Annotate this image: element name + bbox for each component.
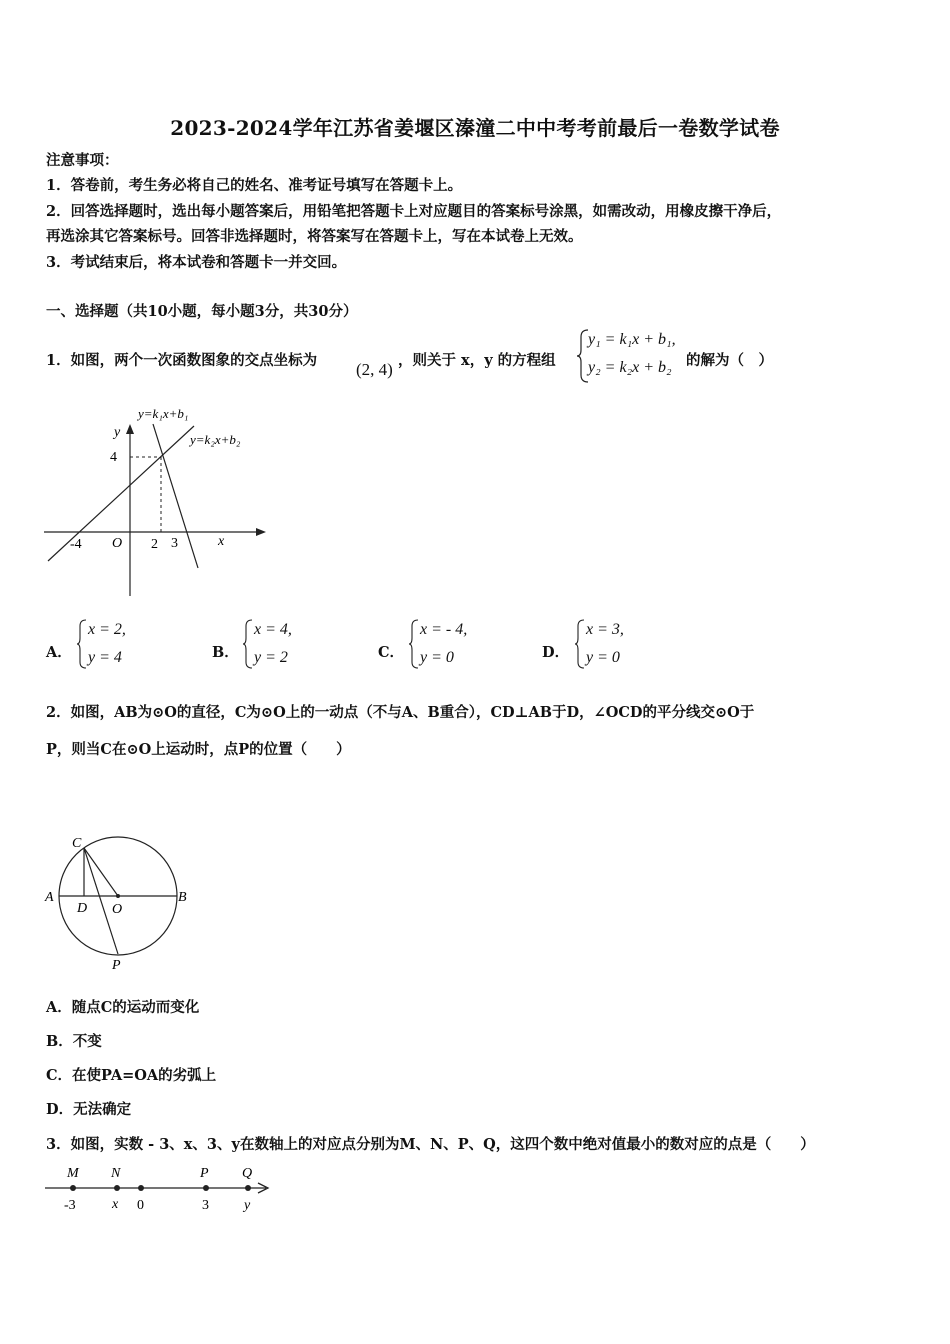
tick-xm4: -4	[70, 537, 82, 552]
page-title: 2023-2024学年江苏省姜堰区溱潼二中中考考前最后一卷数学试卷	[170, 116, 780, 140]
label-d: D	[77, 901, 88, 916]
label-o: O	[112, 902, 123, 917]
q1-point: (2, 4)	[356, 360, 393, 379]
q1-option-d-line1: x = 3,	[586, 621, 624, 638]
value-0: 0	[137, 1198, 144, 1213]
q1-option-a-brace	[76, 618, 88, 670]
q1-option-b-line1: x = 4,	[254, 621, 292, 638]
q1-option-d-brace	[574, 618, 586, 670]
q1-option-c-brace	[408, 618, 420, 670]
x-axis-arrow-icon	[256, 528, 266, 536]
x-axis-label: x	[218, 534, 225, 549]
q2-option-b: B．不变	[46, 1033, 102, 1050]
q1-option-c-letter: C．	[378, 644, 405, 661]
origin-label: O	[112, 536, 123, 551]
q1-option-b-line2: y = 2	[254, 649, 288, 666]
q1-option-d-letter: D．	[542, 644, 570, 661]
label-q: Q	[242, 1166, 253, 1181]
value-x: x	[112, 1197, 119, 1212]
notice-item-3: 3．考试结束后，将本试卷和答题卡一并交回。	[46, 254, 347, 271]
value-y: y	[244, 1198, 251, 1213]
label-p: P	[200, 1166, 209, 1181]
q1-text-before: 1．如图，两个一次函数图象的交点坐标为	[46, 352, 318, 369]
label-n: N	[111, 1166, 121, 1181]
q2-circle-figure	[40, 830, 200, 975]
tick-y4: 4	[110, 450, 117, 465]
q1-text-after: 的解为（ ）	[686, 352, 773, 369]
point-zero-dot	[138, 1185, 144, 1191]
label-line1: y=k₁x+b₁	[138, 406, 189, 421]
q1-option-c-line1: x = - 4,	[420, 621, 468, 638]
q1-option-b-letter: B．	[212, 644, 239, 661]
notice-item-2b: 再选涂其它答案标号。回答非选择题时，将答案写在答题卡上，写在本试卷上无效。	[46, 228, 583, 245]
value-3: 3	[202, 1198, 209, 1213]
segment-cp	[84, 848, 118, 954]
notice-item-2a: 2．回答选择题时，选出每小题答案后，用铅笔把答题卡上对应题目的答案标号涂黑，如需改动，用橡皮擦干净后，	[46, 203, 782, 220]
label-b: B	[178, 890, 187, 905]
tick-x2: 2	[151, 537, 158, 552]
label-line2: y=k₂x+b₂	[190, 432, 241, 447]
label-a: A	[45, 890, 54, 905]
q2-option-a: A．随点C的运动而变化	[46, 999, 200, 1016]
y-axis-arrow-icon	[126, 424, 134, 434]
q1-graph	[40, 398, 270, 603]
point-m-dot	[70, 1185, 76, 1191]
point-p-dot	[203, 1185, 209, 1191]
label-p: P	[112, 958, 121, 973]
center-dot	[116, 894, 120, 898]
q1-option-a-line2: y = 4	[88, 649, 122, 666]
q1-option-c-line2: y = 0	[420, 649, 454, 666]
q2-line1: 2．如图，AB为⊙O的直径，C为⊙O上的一动点（不与A、B重合），CD⊥AB于D，∠OCD的平分线交⊙O于	[46, 704, 755, 721]
point-q-dot	[245, 1185, 251, 1191]
q1-option-a-line1: x = 2,	[88, 621, 126, 638]
q1-eq1: y₁ = k₁x + b₁,	[588, 331, 676, 348]
q2-option-d: D．无法确定	[46, 1101, 132, 1118]
q3-number-line	[40, 1160, 280, 1220]
q1-eq2: y₂ = k₂x + b₂	[588, 359, 672, 376]
q1-option-b-brace	[242, 618, 254, 670]
y-axis-label: y	[114, 425, 121, 440]
notice-item-1: 1．答卷前，考生务必将自己的姓名、准考证号填写在答题卡上。	[46, 177, 463, 194]
tick-x3: 3	[171, 536, 178, 551]
label-m: M	[67, 1166, 79, 1181]
q2-line2: P，则当C在⊙O上运动时，点P的位置（ ）	[46, 741, 351, 758]
point-n-dot	[114, 1185, 120, 1191]
notice-heading: 注意事项：	[46, 152, 119, 169]
q3-text: 3．如图，实数 - 3、x、3、y在数轴上的对应点分别为M、N、P、Q，这四个数中绝对值最小的数对应的点是（ ）	[46, 1136, 815, 1153]
q1-option-d-line2: y = 0	[586, 649, 620, 666]
q2-option-c: C．在使PA=OA的劣弧上	[46, 1067, 217, 1084]
segment-co	[84, 848, 118, 896]
label-c: C	[72, 836, 82, 851]
q1-text-mid: ，则关于 x，y 的方程组	[398, 352, 556, 369]
q1-option-a-letter: A．	[46, 644, 72, 661]
value-m3: -3	[64, 1198, 76, 1213]
section-heading: 一、选择题（共10小题，每小题3分，共30分）	[46, 303, 358, 320]
